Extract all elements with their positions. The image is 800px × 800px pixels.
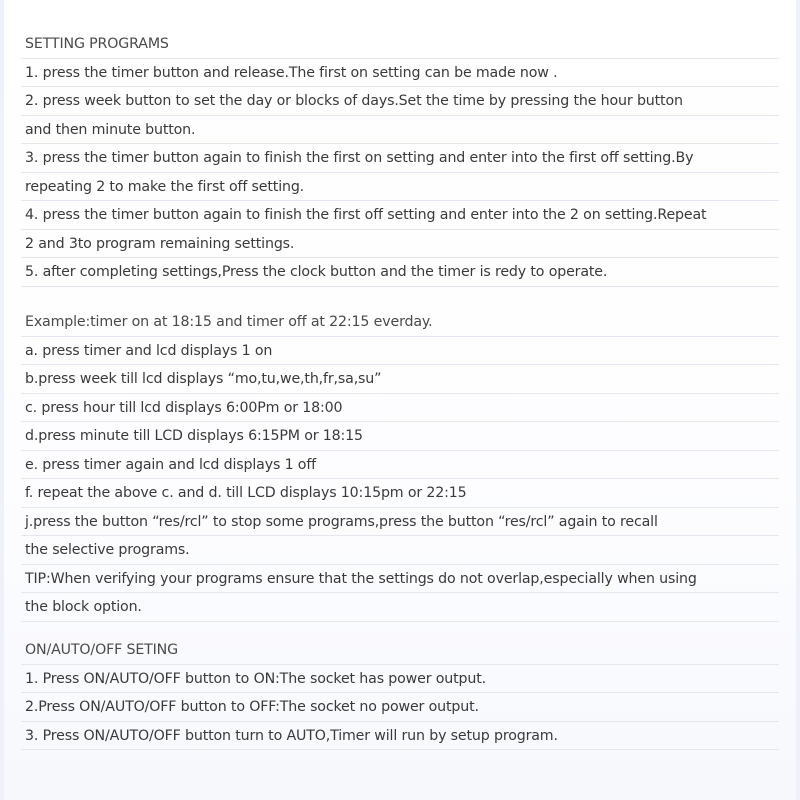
on-auto-off-line: 3. Press ON/AUTO/OFF button turn to AUTO,Timer will run by setup program.: [21, 722, 779, 751]
setting-programs-line: 2 and 3to program remaining settings.: [21, 230, 779, 259]
example-heading: Example:timer on at 18:15 and timer off at 22:15 everday.: [21, 308, 779, 337]
example-line: the selective programs.: [21, 536, 779, 565]
setting-programs-line: 5. after completing settings,Press the clock button and the timer is redy to operate.: [21, 258, 779, 287]
setting-programs-line: 3. press the timer button again to finish the first on setting and enter into the first off setting.By: [21, 144, 779, 173]
setting-programs-section: [21, 30, 779, 287]
on-auto-off-line: 1. Press ON/AUTO/OFF button to ON:The socket has power output.: [21, 665, 779, 694]
tip-line: the block option.: [21, 593, 779, 622]
on-auto-off-heading: ON/AUTO/OFF SETING: [21, 636, 779, 665]
example-line: d.press minute till LCD displays 6:15PM or 18:15: [21, 422, 779, 451]
on-auto-off-line: 2.Press ON/AUTO/OFF button to OFF:The socket no power output.: [21, 693, 779, 722]
setting-programs-line: 1. press the timer button and release.The first on setting can be made now .: [21, 59, 779, 88]
setting-programs-line: 4. press the timer button again to finish the first off setting and enter into the 2 on setting.Repeat: [21, 201, 779, 230]
example-line: e. press timer again and lcd displays 1 off: [21, 451, 779, 480]
example-line: j.press the button “res/rcl” to stop some programs,press the button “res/rcl” again to recall: [21, 508, 779, 537]
on-auto-off-section: [21, 636, 779, 750]
setting-programs-line: repeating 2 to make the first off setting.: [21, 173, 779, 202]
example-line: b.press week till lcd displays “mo,tu,we,th,fr,sa,su”: [21, 365, 779, 394]
tip-line: TIP:When verifying your programs ensure that the settings do not overlap,especially when using: [21, 565, 779, 594]
setting-programs-heading: SETTING PROGRAMS: [21, 30, 779, 59]
setting-programs-line: and then minute button.: [21, 116, 779, 145]
example-line: a. press timer and lcd displays 1 on: [21, 337, 779, 366]
example-line: f. repeat the above c. and d. till LCD displays 10:15pm or 22:15: [21, 479, 779, 508]
setting-programs-line: 2. press week button to set the day or blocks of days.Set the time by pressing the hour button: [21, 87, 779, 116]
example-section: [21, 308, 779, 622]
example-line: c. press hour till lcd displays 6:00Pm or 18:00: [21, 394, 779, 423]
